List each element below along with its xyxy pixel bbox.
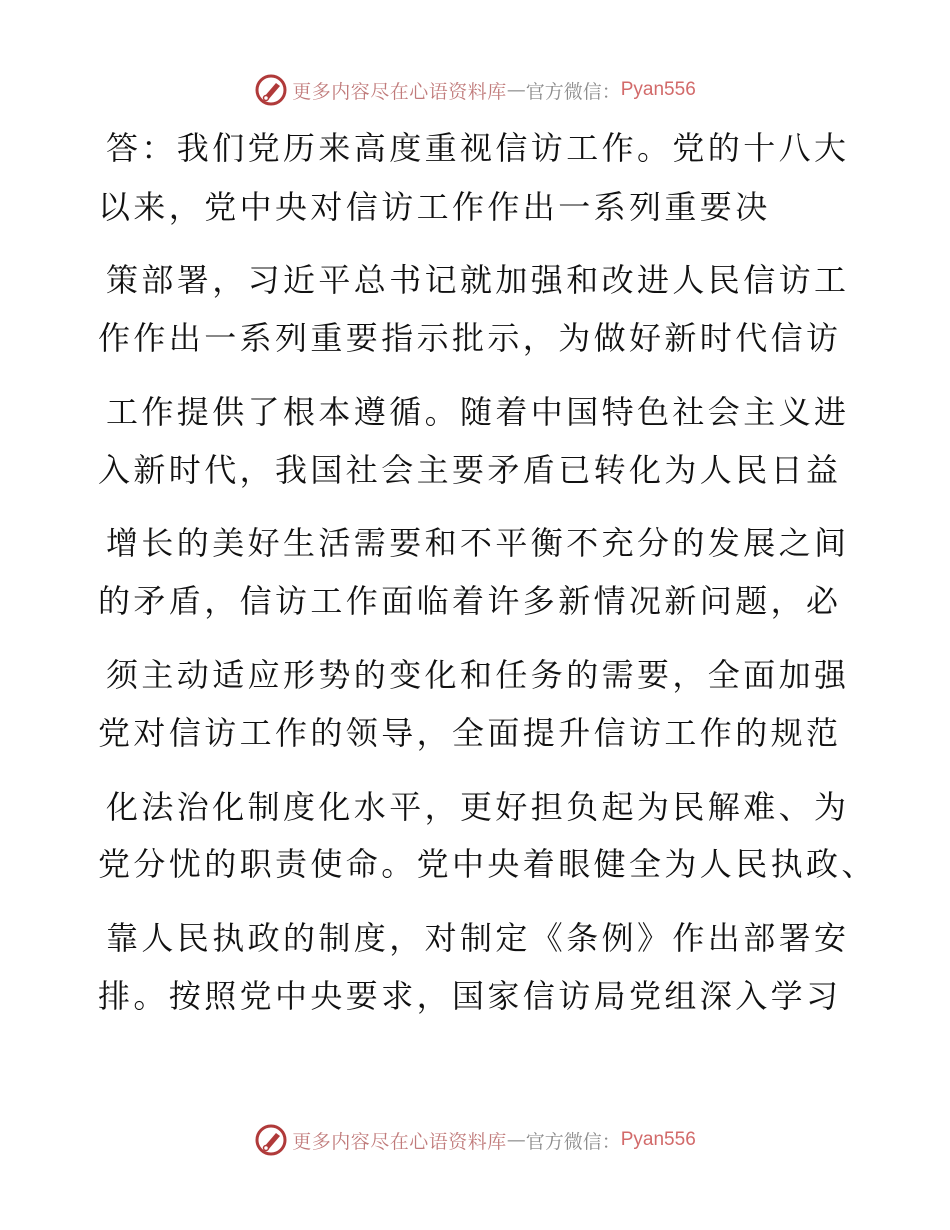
body-line: 策部署，习近平总书记就加强和改进人民信访工 — [106, 261, 850, 299]
watermark-suffix: 官方微信： — [525, 1130, 621, 1153]
body-line: 答：我们党历来高度重视信访工作。党的十八大 — [106, 129, 850, 167]
body-line: 党分忧的职责使命。党中央着眼健全为人民执政、 — [98, 845, 877, 883]
watermark-code: Pyan556 — [620, 79, 696, 100]
body-line: 党对信访工作的领导，全面提升信访工作的规范 — [98, 714, 842, 752]
body-line: 作作出一系列重要指示批示，为做好新时代信访 — [98, 319, 842, 357]
body-line: 工作提供了根本遵循。随着中国特色社会主义进 — [106, 393, 850, 431]
watermark-code: Pyan556 — [620, 1129, 696, 1150]
watermark-site-text: 更多内容尽在心语资料库 — [292, 80, 507, 103]
pen-logo-icon — [254, 1123, 288, 1157]
body-line: 增长的美好生活需要和不平衡不充分的发展之间 — [106, 524, 850, 562]
body-line: 的矛盾，信访工作面临着许多新情况新问题，必 — [98, 582, 842, 620]
body-line: 化法治化制度化水平，更好担负起为民解难、为 — [106, 788, 850, 826]
body-line: 以来，党中央对信访工作作出一系列重要决 — [98, 188, 771, 226]
watermark-banner-bottom — [0, 1120, 950, 1160]
watermark-separator: — — [506, 79, 526, 101]
body-line: 排。按照党中央要求，国家信访局党组深入学习 — [98, 977, 842, 1015]
body-line: 靠人民执政的制度，对制定《条例》作出部署安 — [106, 919, 850, 957]
watermark-separator: — — [506, 1129, 526, 1151]
body-line: 入新时代，我国社会主要矛盾已转化为人民日益 — [98, 451, 842, 489]
body-line: 须主动适应形势的变化和任务的需要，全面加强 — [106, 656, 850, 694]
watermark-suffix: 官方微信： — [525, 80, 621, 103]
watermark-site-text: 更多内容尽在心语资料库 — [292, 1130, 507, 1153]
